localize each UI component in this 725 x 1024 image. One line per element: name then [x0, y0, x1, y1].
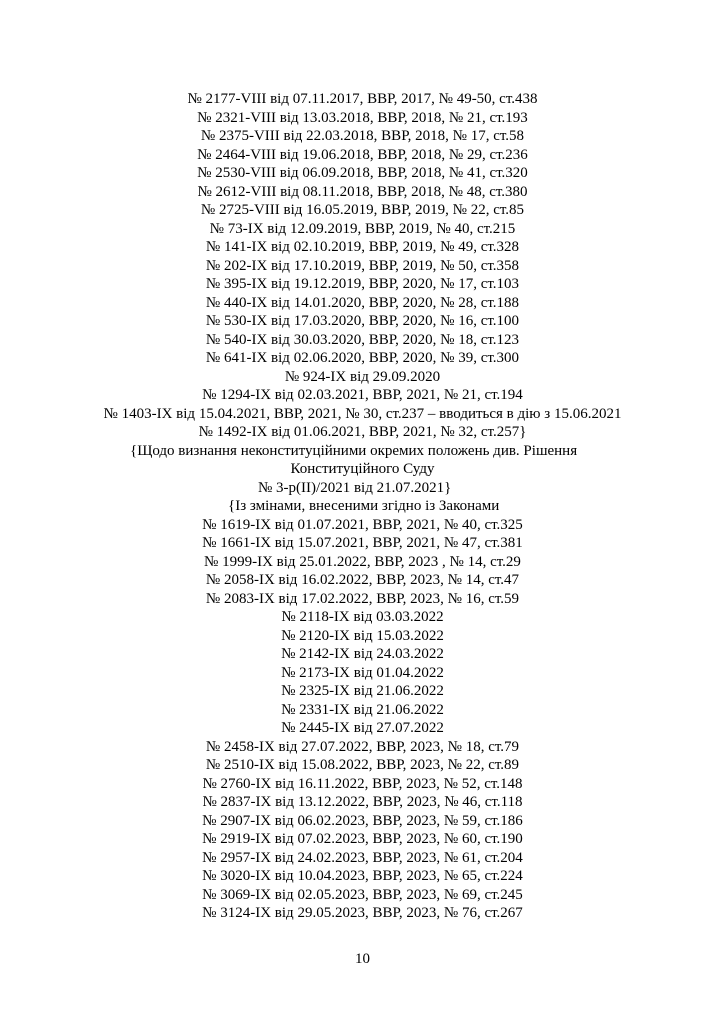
amendment-line: № 2612-VIII від 08.11.2018, ВВР, 2018, № 48, ст.380 — [197, 183, 528, 200]
amendment-line: № 2120-IX від 15.03.2022 — [281, 627, 444, 644]
amendment-line: № 2375-VIII від 22.03.2018, ВВР, 2018, № 17, ст.58 — [200, 128, 525, 144]
court-decision-note: {Щодо визнання неконституційними окремих положень див. Рішення — [130, 442, 578, 459]
amendment-line: № 2118-IX від 03.03.2022 — [281, 609, 444, 625]
amendment-line: № 1403-IX від 15.04.2021, ВВР, 2021, № 30, ст.237 – вводиться в дію з 15.06.2021 — [103, 405, 622, 422]
amendment-line: № 1619-IX від 01.07.2021, ВВР, 2021, № 40, ст.325 — [202, 516, 523, 533]
amendment-line: № 2173-IX від 01.04.2022 — [281, 664, 444, 681]
amendments-heading: {Із змінами, внесеними згідно із Законами — [228, 498, 500, 514]
amendment-line: № 2837-IX від 13.12.2022, ВВР, 2023, № 46, ст.118 — [202, 794, 523, 810]
amendment-line: № 202-IX від 17.10.2019, ВВР, 2019, № 50, ст.358 — [205, 257, 520, 274]
amendment-line: № 1661-IX від 15.07.2021, ВВР, 2021, № 47, ст.381 — [202, 535, 523, 551]
amendment-line: № 2083-IX від 17.02.2022, ВВР, 2023, № 16, ст.59 — [205, 590, 520, 607]
amendment-line: № 530-IX від 17.03.2020, ВВР, 2020, № 16, ст.100 — [205, 313, 520, 329]
amendments-list — [0, 90, 725, 923]
amendment-line: № 924-IX від 29.09.2020 — [284, 368, 441, 385]
amendment-line: № 2331-IX від 21.06.2022 — [281, 701, 444, 718]
amendment-line: № 1294-IX від 02.03.2021, ВВР, 2021, № 21, ст.194 — [202, 387, 523, 403]
amendment-line: № 3124-IX від 29.05.2023, ВВР, 2023, № 76, ст.267 — [202, 905, 523, 921]
amendment-line: № 2458-IX від 27.07.2022, ВВР, 2023, № 18, ст.79 — [205, 738, 520, 755]
amendment-line: № 2760-IX від 16.11.2022, ВВР, 2023, № 52, ст.148 — [202, 775, 523, 792]
amendment-line: № 2510-IX від 15.08.2022, ВВР, 2023, № 22, ст.89 — [205, 757, 520, 773]
amendment-line: № 2530-VIII від 06.09.2018, ВВР, 2018, № 41, ст.320 — [197, 165, 528, 181]
amendment-line: № 2325-IX від 21.06.2022 — [281, 683, 444, 699]
amendment-line: № 2321-VIII від 13.03.2018, ВВР, 2018, № 21, ст.193 — [197, 109, 528, 126]
amendment-line: № 540-IX від 30.03.2020, ВВР, 2020, № 18, ст.123 — [205, 331, 520, 348]
amendment-line: № 141-IX від 02.10.2019, ВВР, 2019, № 49, ст.328 — [205, 239, 520, 255]
amendment-line: № 1492-IX від 01.06.2021, ВВР, 2021, № 32, ст.257} — [198, 424, 527, 440]
amendment-line: № 641-IX від 02.06.2020, ВВР, 2020, № 39, ст.300 — [205, 350, 520, 366]
amendment-line: № 73-IX від 12.09.2019, ВВР, 2019, № 40, ст.215 — [209, 220, 516, 237]
amendment-line: № 3069-IX від 02.05.2023, ВВР, 2023, № 69, ст.245 — [202, 886, 523, 903]
court-decision-note: Конституційного Суду — [290, 461, 435, 477]
amendment-line: № 2907-IX від 06.02.2023, ВВР, 2023, № 59, ст.186 — [202, 812, 523, 829]
amendment-line: № 2445-IX від 27.07.2022 — [281, 720, 444, 736]
amendment-line: № 2464-VIII від 19.06.2018, ВВР, 2018, № 29, ст.236 — [197, 146, 528, 163]
amendment-line: № 440-IX від 14.01.2020, ВВР, 2020, № 28, ст.188 — [205, 294, 520, 311]
amendment-line: № 2142-IX від 24.03.2022 — [281, 646, 444, 662]
amendment-line: № 2058-IX від 16.02.2022, ВВР, 2023, № 14, ст.47 — [205, 572, 520, 588]
court-decision-note: № 3-р(II)/2021 від 21.07.2021} — [258, 479, 452, 496]
amendment-line: № 2957-IX від 24.02.2023, ВВР, 2023, № 61, ст.204 — [202, 849, 523, 866]
amendment-line: № 3020-IX від 10.04.2023, ВВР, 2023, № 65, ст.224 — [202, 868, 523, 884]
amendment-line: № 2177-VIII від 07.11.2017, ВВР, 2017, № 49-50, ст.438 — [187, 91, 538, 107]
amendment-line: № 2919-IX від 07.02.2023, ВВР, 2023, № 60, ст.190 — [202, 831, 523, 847]
amendment-line: № 395-IX від 19.12.2019, ВВР, 2020, № 17, ст.103 — [205, 276, 520, 292]
amendment-line: № 2725-VIII від 16.05.2019, ВВР, 2019, № 22, ст.85 — [200, 202, 525, 218]
page-number: 10 — [355, 951, 370, 967]
amendment-line: № 1999-IX від 25.01.2022, ВВР, 2023 , № 14, ст.29 — [204, 553, 521, 570]
